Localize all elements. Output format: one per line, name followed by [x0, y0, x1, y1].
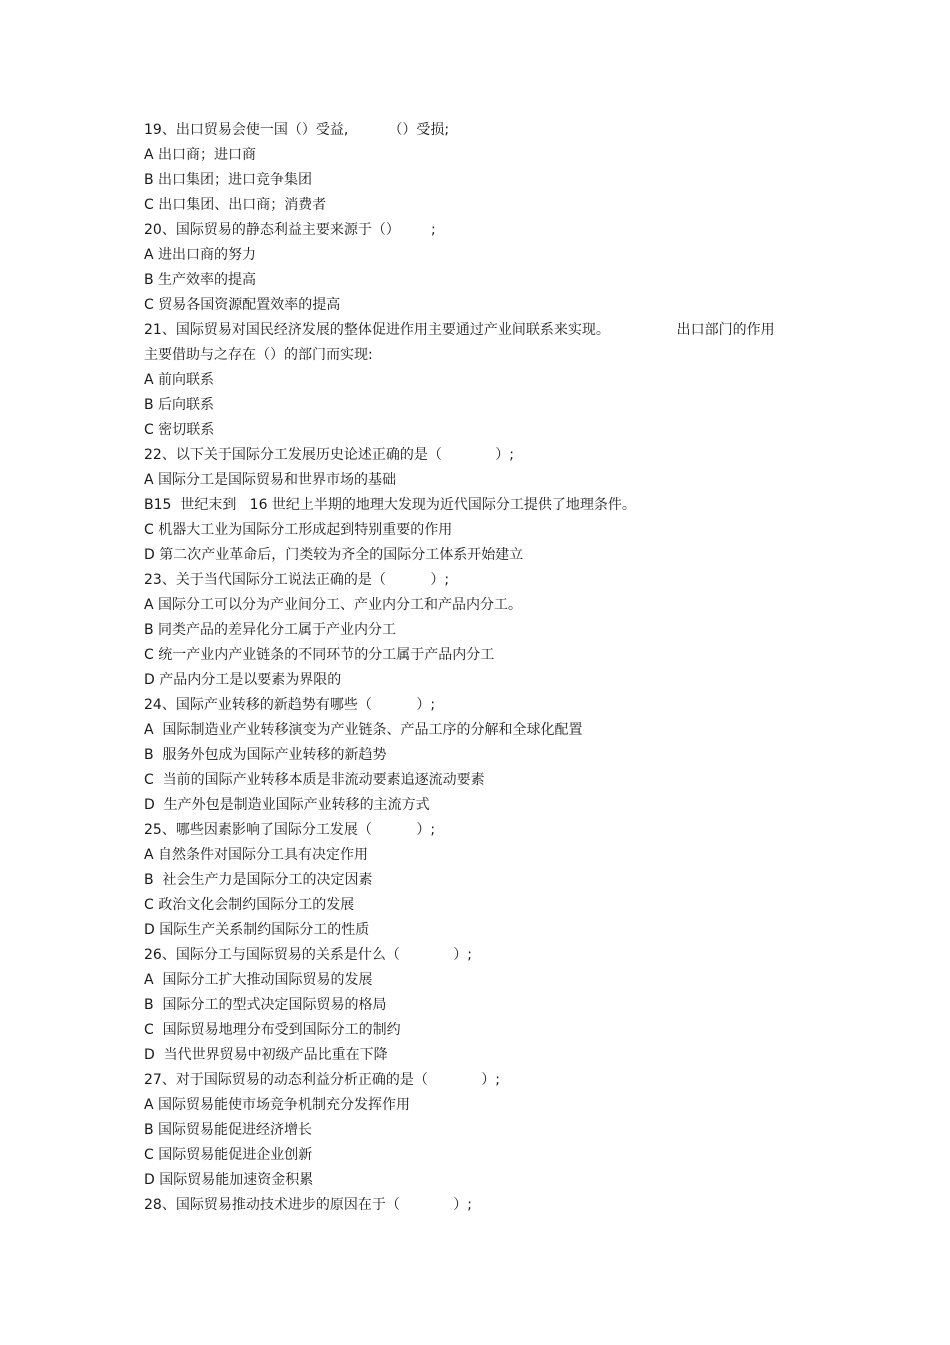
question-22: 22、以下关于国际分工发展历史论述正确的是（ ）;: [144, 447, 514, 463]
option-19-b: B 出口集团；进口竞争集团: [144, 172, 313, 188]
option-24-d: D 生产外包是制造业国际产业转移的主流方式: [144, 797, 430, 813]
option-25-d: D 国际生产关系制约国际分工的性质: [144, 922, 370, 938]
option-27-b: B 国际贸易能促进经济增长: [144, 1122, 313, 1138]
option-20-b: B 生产效率的提高: [144, 272, 257, 288]
option-24-c: C 当前的国际产业转移本质是非流动要素追逐流动要素: [144, 772, 485, 788]
option-25-b: B 社会生产力是国际分工的决定因素: [144, 872, 373, 888]
option-22-a: A 国际分工是国际贸易和世界市场的基础: [144, 472, 397, 488]
option-23-d: D 产品内分工是以要素为界限的: [144, 672, 342, 688]
question-19: 19、出口贸易会使一国（）受益, （）受损;: [144, 122, 450, 138]
question-23: 23、关于当代国际分工说法正确的是（ ）;: [144, 572, 450, 588]
option-26-d: D 当代世界贸易中初级产品比重在下降: [144, 1047, 388, 1063]
option-22-b: B15 世纪末到 16 世纪上半期的地理大发现为近代国际分工提供了地理条件。: [144, 497, 636, 513]
option-27-d: D 国际贸易能加速资金积累: [144, 1172, 314, 1188]
option-24-b: B 服务外包成为国际产业转移的新趋势: [144, 747, 387, 763]
option-26-c: C 国际贸易地理分布受到国际分工的制约: [144, 1022, 401, 1038]
question-24: 24、国际产业转移的新趋势有哪些（ ）;: [144, 697, 436, 713]
option-23-c: C 统一产业内产业链条的不同环节的分工属于产品内分工: [144, 647, 495, 663]
question-26: 26、国际分工与国际贸易的关系是什么（ ）;: [144, 947, 472, 963]
question-21: 21、国际贸易对国民经济发展的整体促进作用主要通过产业间联系来实现。 出口部门的作用: [144, 322, 775, 338]
option-20-c: C 贸易各国资源配置效率的提高: [144, 297, 341, 313]
option-21-b: B 后向联系: [144, 397, 215, 413]
option-21-a: A 前向联系: [144, 372, 215, 388]
option-21-c: C 密切联系: [144, 422, 215, 438]
option-25-c: C 政治文化会制约国际分工的发展: [144, 897, 355, 913]
option-23-a: A 国际分工可以分为产业间分工、产业内分工和产品内分工。: [144, 597, 523, 613]
question-27: 27、对于国际贸易的动态利益分析正确的是（ ）;: [144, 1072, 500, 1088]
option-22-d: D 第二次产业革命后，门类较为齐全的国际分工体系开始建立: [144, 547, 524, 563]
question-21-continued: 主要借助与之存在（）的部门而实现:: [144, 347, 373, 363]
option-26-a: A 国际分工扩大推动国际贸易的发展: [144, 972, 373, 988]
option-27-c: C 国际贸易能促进企业创新: [144, 1147, 313, 1163]
document-page: [144, 118, 824, 1218]
option-19-c: C 出口集团、出口商；消费者: [144, 197, 327, 213]
option-22-c: C 机器大工业为国际分工形成起到特别重要的作用: [144, 522, 453, 538]
option-27-a: A 国际贸易能使市场竞争机制充分发挥作用: [144, 1097, 411, 1113]
option-19-a: A 出口商；进口商: [144, 147, 257, 163]
option-23-b: B 同类产品的差异化分工属于产业内分工: [144, 622, 397, 638]
option-20-a: A 进出口商的努力: [144, 247, 257, 263]
option-25-a: A 自然条件对国际分工具有决定作用: [144, 847, 369, 863]
question-25: 25、哪些因素影响了国际分工发展（ ）;: [144, 822, 436, 838]
option-24-a: A 国际制造业产业转移演变为产业链条、产品工序的分解和全球化配置: [144, 722, 583, 738]
option-26-b: B 国际分工的型式决定国际贸易的格局: [144, 997, 387, 1013]
question-20: 20、国际贸易的静态利益主要来源于（） ;: [144, 222, 436, 238]
question-28: 28、国际贸易推动技术进步的原因在于（ ）;: [144, 1197, 472, 1213]
